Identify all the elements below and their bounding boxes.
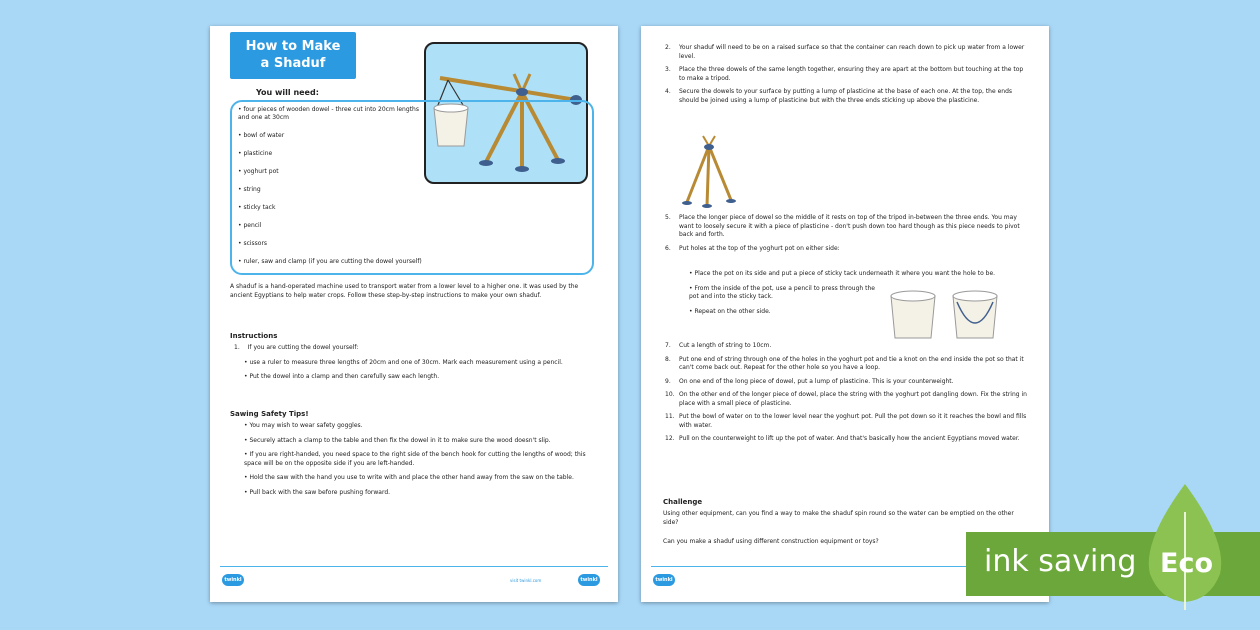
instruction-step: 7. Cut a length of string to 10cm.: [665, 342, 772, 349]
steps-list-c: [665, 342, 1031, 449]
sub-step: • Repeat on the other side.: [689, 308, 879, 317]
material-item: • pencil: [238, 222, 262, 229]
sub-step: • Place the pot on its side and put a piece of sticky tack underneath it where you want the hole to be.: [689, 270, 1019, 279]
instruction-step-1: [234, 344, 594, 388]
worksheet-page-left: [210, 26, 618, 602]
safety-tip: • If you are right-handed, you need space to the right side of the bench hook for cutting the lengths of wood; this space will be on the opposite side if you are left-handed.: [244, 451, 594, 468]
safety-heading: Sawing Safety Tips!: [230, 410, 309, 418]
instruction-step: 10. On the other end of the longer piece of dowel, place the string with the yoghurt pot dangling down. Fix the string in place with a small piece of plasticine.: [665, 391, 1027, 407]
step-6-sublist: [689, 270, 996, 322]
title-line-2: a Shaduf: [260, 56, 326, 71]
instruction-step: 6. Put holes at the top of the yoghurt pot on either side:: [665, 244, 840, 252]
steps-list-a: [665, 44, 1031, 110]
challenge-question-2: Can you make a shaduf using different construction equipment or toys?: [663, 538, 879, 545]
instruction-step: 4. Secure the dowels to your surface by putting a lump of plasticine at the base of each one. At the top, the ends should be joined using a lump of plasticine but with the three ends sticking up above the plasticine.: [665, 88, 1013, 104]
footer-url: visit twinkl.com: [510, 578, 542, 583]
material-item: • string: [238, 186, 261, 193]
sub-step: • From the inside of the pot, use a pencil to press through the pot and into the sticky tack.: [689, 285, 879, 302]
steps-list-b: [665, 214, 1031, 258]
material-item: • four pieces of wooden dowel - three cut into 20cm lengths and one at 30cm: [238, 106, 419, 121]
material-item: • yoghurt pot: [238, 168, 279, 175]
instructions-heading: Instructions: [230, 332, 278, 340]
footer-divider: [220, 566, 608, 567]
yoghurt-pot-illustration: [885, 288, 1005, 344]
worksheet-page-right: [641, 26, 1049, 602]
step-text: If you are cutting the dowel yourself:: [247, 344, 359, 351]
materials-list: [238, 106, 424, 276]
material-item: • ruler, saw and clamp (if you are cutting the dowel yourself): [238, 258, 422, 265]
challenge-heading: Challenge: [663, 498, 703, 506]
sub-step: • use a ruler to measure three lengths of 20cm and one of 30cm. Mark each measurement using a pencil.: [244, 359, 594, 368]
ink-saving-label: ink saving: [984, 544, 1137, 579]
instruction-step: 9. On one end of the long piece of dowel, put a lump of plasticine. This is your counterweight.: [665, 377, 954, 385]
instruction-step: 12. Pull on the counterweight to lift up the pot of water. And that's basically how the ancient Egyptians moved water.: [665, 435, 1020, 442]
instruction-step: 8. Put one end of string through one of the holes in the yoghurt pot and tie a knot on the end inside the pot so that it can't come back out. Repeat for the other hole so you have a loop.: [665, 355, 1024, 371]
safety-tip: • Securely attach a clamp to the table and then fix the dowel in it to make sure the wood doesn't slip.: [244, 437, 594, 446]
step-number: 1.: [234, 344, 240, 351]
instruction-step: 2. Your shaduf will need to be on a raised surface so that the container can reach down to pick up water from a lower level.: [665, 44, 1025, 60]
leaf-icon: [1140, 482, 1230, 612]
material-item: • plasticine: [238, 150, 273, 157]
page-title: [230, 32, 356, 79]
twinkl-logo: twinkl: [653, 574, 675, 586]
material-item: • scissors: [238, 240, 268, 247]
title-line-1: How to Make: [245, 39, 341, 54]
material-item: • bowl of water: [238, 132, 285, 139]
instruction-step: 3. Place the three dowels of the same length together, ensuring they are apart at the bottom but touching at the top to make a tripod.: [665, 66, 1024, 82]
twinkl-logo: twinkl: [222, 574, 244, 586]
instruction-step: 5. Place the longer piece of dowel so the middle of it rests on top of the tripod in-between the three ends. You may want to loosely secure it with a piece of plasticine - don't push down too hard though as this piece needs to pivot back and forth.: [665, 214, 1020, 238]
sub-step: • Put the dowel into a clamp and then carefully saw each length.: [244, 373, 594, 382]
challenge-question-1: Using other equipment, can you find a way to make the shaduf spin round so the water can be emptied on the other side?: [663, 510, 1014, 526]
safety-tip: • Pull back with the saw before pushing forward.: [244, 489, 594, 498]
material-item: • sticky tack: [238, 204, 276, 211]
safety-tip: • You may wish to wear safety goggles.: [244, 422, 594, 431]
tripod-illustration: [681, 134, 737, 208]
safety-tip: • Hold the saw with the hand you use to write with and place the other hand away from the saw on the table.: [244, 474, 594, 483]
intro-paragraph: A shaduf is a hand-operated machine used to transport water from a lower level to a higher one. It was used by the ancient Egyptians to help water crops. Follow these step-by-step instructions to make your own shaduf.: [230, 283, 579, 299]
step-1-sublist: [244, 359, 594, 382]
twinkl-logo-small: twinkl: [578, 574, 600, 586]
safety-tips-list: [244, 422, 594, 503]
instruction-step: 11. Put the bowl of water on to the lower level near the yoghurt pot. Pull the pot down so it it reaches the bowl and fills with water.: [665, 413, 1027, 429]
eco-label: Eco: [1160, 548, 1213, 579]
you-will-need-heading: You will need:: [256, 88, 319, 97]
